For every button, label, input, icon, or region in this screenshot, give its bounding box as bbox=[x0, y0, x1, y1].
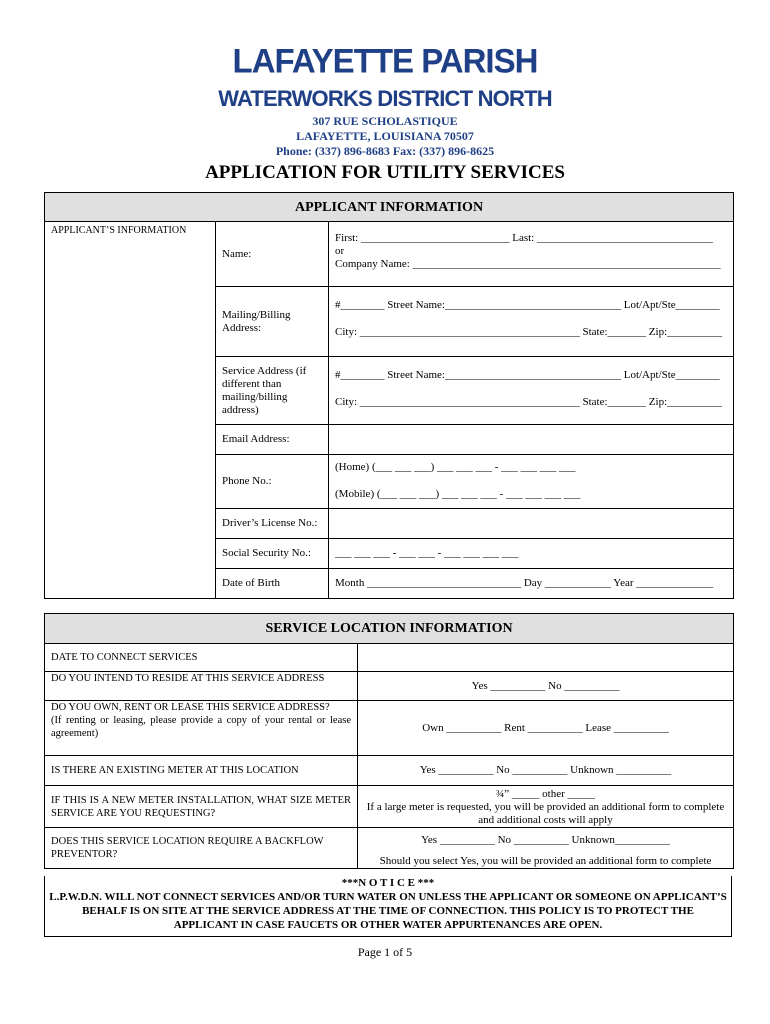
ssn-label: Social Security No.: bbox=[216, 539, 329, 569]
page-number: Page 1 of 5 bbox=[357, 945, 413, 959]
email-field[interactable] bbox=[329, 425, 734, 455]
phone-home: (Home) (___ ___ ___) ___ ___ ___ - ___ ___ ___ ___ bbox=[335, 461, 576, 473]
reside-answer[interactable]: Yes __________ No __________ bbox=[358, 672, 734, 701]
own-question bbox=[45, 701, 358, 756]
name-company: Company Name: ________________________________________________________ bbox=[335, 258, 721, 270]
own-question-main: DO YOU OWN, RENT OR LEASE THIS SERVICE ADDRESS? bbox=[51, 702, 330, 713]
reside-question: DO YOU INTEND TO RESIDE AT THIS SERVICE ADDRESS bbox=[45, 672, 358, 701]
dob-field[interactable]: Month ____________________________ Day ____________ Year ______________ bbox=[329, 569, 734, 599]
mailing-label: Mailing/Billing Address: bbox=[216, 287, 329, 357]
name-or: or bbox=[335, 245, 345, 257]
mailing-field[interactable] bbox=[329, 287, 734, 357]
email-label: Email Address: bbox=[216, 425, 329, 455]
connect-date-label: DATE TO CONNECT SERVICES bbox=[45, 644, 358, 672]
meter-size-question: IF THIS IS A NEW METER INSTALLATION, WHAT SIZE METER SERVICE ARE YOU REQUESTING? bbox=[45, 786, 358, 828]
ssn-field[interactable]: ___ ___ ___ - ___ ___ - ___ ___ ___ ___ bbox=[329, 539, 734, 569]
own-answer[interactable]: Own __________ Rent __________ Lease __________ bbox=[358, 701, 734, 756]
backflow-question: DOES THIS SERVICE LOCATION REQUIRE A BACKFLOW PREVENTOR? bbox=[45, 828, 358, 869]
backflow-note: Should you select Yes, you will be provided an additional form to complete bbox=[379, 855, 712, 867]
mailing-city: City: ________________________________________ State:_______ Zip:__________ bbox=[335, 326, 723, 338]
dob-label: Date of Birth bbox=[216, 569, 329, 599]
notice-title: ***N O T I C E *** bbox=[341, 877, 435, 889]
phone-mobile: (Mobile) (___ ___ ___) ___ ___ ___ - ___ ___ ___ ___ bbox=[335, 488, 581, 500]
service-city: City: ________________________________________ State:_______ Zip:__________ bbox=[335, 396, 723, 408]
service-table bbox=[44, 613, 734, 869]
service-street: #________ Street Name:________________________________ Lot/Apt/Ste________ bbox=[335, 369, 720, 381]
service-address-label: Service Address (if different than mailing/billing address) bbox=[216, 357, 329, 425]
org-logo-line2: WATERWORKS DISTRICT NORTH bbox=[218, 86, 552, 111]
drivers-license-field[interactable] bbox=[329, 509, 734, 539]
meter-question: IS THERE AN EXISTING METER AT THIS LOCATION bbox=[45, 756, 358, 786]
service-heading: SERVICE LOCATION INFORMATION bbox=[45, 614, 734, 644]
name-label: Name: bbox=[216, 222, 329, 287]
phone-field[interactable] bbox=[329, 455, 734, 509]
mailing-street: #________ Street Name:________________________________ Lot/Apt/Ste________ bbox=[335, 299, 720, 311]
org-city: LAFAYETTE, LOUISIANA 70507 bbox=[296, 129, 474, 143]
notice-box bbox=[44, 876, 732, 937]
meter-size-options: ¾” _____ other _____ bbox=[496, 788, 595, 800]
meter-size-note: If a large meter is requested, you will be provided an additional form to complete and additional costs will apply bbox=[366, 801, 725, 826]
applicant-heading: APPLICANT INFORMATION bbox=[45, 193, 734, 222]
org-logo-line1: LAFAYETTE PARISH bbox=[232, 41, 538, 80]
service-address-field[interactable] bbox=[329, 357, 734, 425]
meter-size-answer[interactable] bbox=[358, 786, 734, 828]
backflow-answer[interactable] bbox=[358, 828, 734, 869]
own-question-note: (If renting or leasing, please provide a copy of your rental or lease agreement) bbox=[51, 715, 351, 739]
org-phone: Phone: (337) 896-8683 Fax: (337) 896-8625 bbox=[275, 144, 495, 158]
drivers-license-label: Driver’s License No.: bbox=[216, 509, 329, 539]
applicant-table bbox=[44, 192, 734, 599]
connect-date-field[interactable] bbox=[358, 644, 734, 672]
name-first-last: First: ___________________________ Last: ________________________________ bbox=[335, 232, 713, 244]
page-title: APPLICATION FOR UTILITY SERVICES bbox=[205, 162, 565, 183]
notice-body: L.P.W.D.N. WILL NOT CONNECT SERVICES AND/OR TURN WATER ON UNLESS THE APPLICANT OR SOMEONE ON APPLICANT’S BEHALF IS ON SITE AT THE SERVICE ADDRESS AT THE TIME OF CONNECTION. THIS POLICY IS TO PROTECT THE APPLICANT IN CASE FAUCETS OR OTHER WATER APPURTENANCES ARE OPEN. bbox=[49, 891, 727, 931]
meter-answer[interactable]: Yes __________ No __________ Unknown __________ bbox=[358, 756, 734, 786]
backflow-options: Yes __________ No __________ Unknown__________ bbox=[421, 834, 670, 846]
name-field[interactable] bbox=[329, 222, 734, 287]
phone-label: Phone No.: bbox=[216, 455, 329, 509]
applicant-side-label: APPLICANT’S INFORMATION bbox=[45, 222, 216, 599]
org-street: 307 RUE SCHOLASTIQUE bbox=[312, 114, 458, 128]
